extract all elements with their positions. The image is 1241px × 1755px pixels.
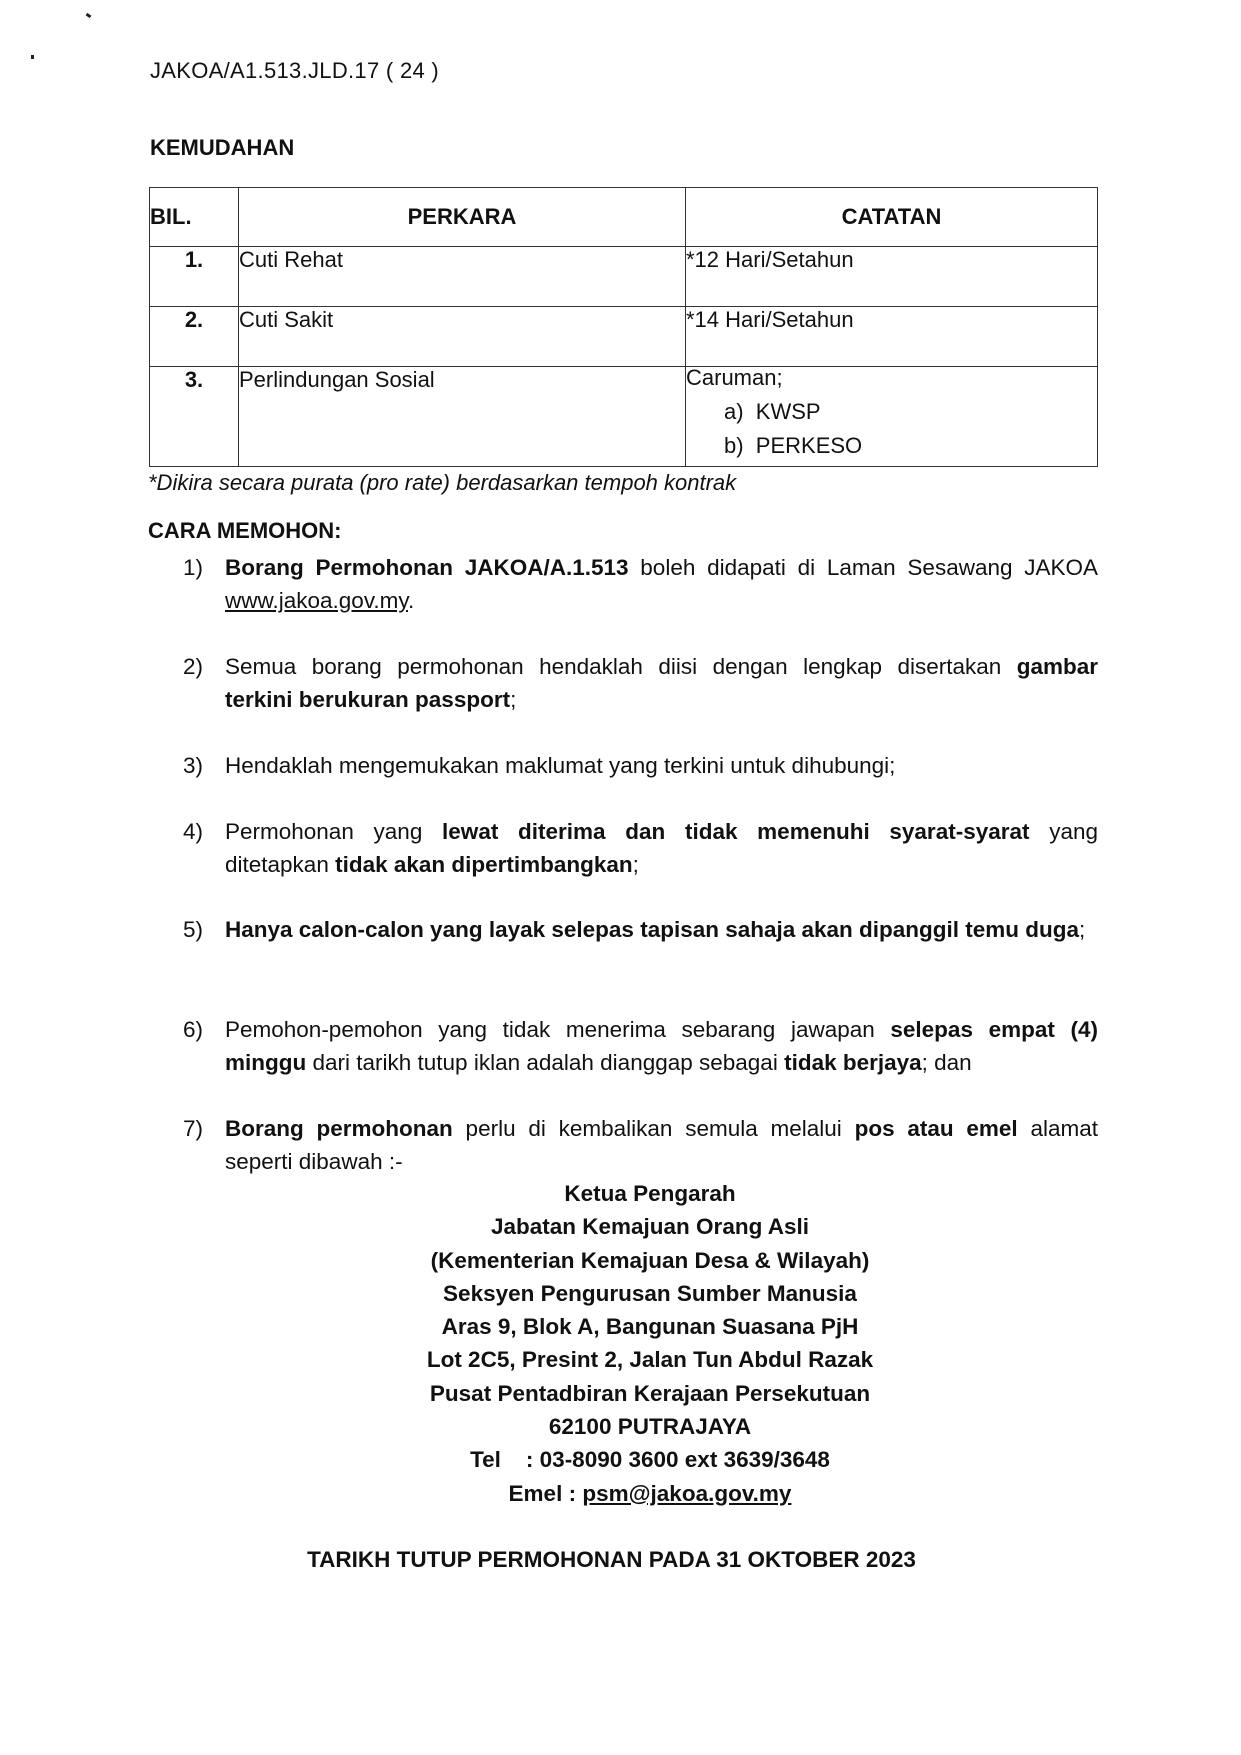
tel-label: Tel: [470, 1447, 501, 1473]
facilities-table: [149, 187, 1098, 467]
item-text-part: ;: [1079, 917, 1086, 942]
item-bold-text: tidak akan dipertimbangkan: [335, 852, 633, 877]
email-line: [300, 1477, 1000, 1510]
list-item: [183, 1013, 1098, 1079]
mailing-address: [300, 1177, 1000, 1510]
address-line: Pusat Pentadbiran Kerajaan Persekutuan: [429, 1380, 871, 1406]
item-text-part: ;: [510, 687, 517, 712]
telephone-line: [300, 1443, 1000, 1476]
address-line: Lot 2C5, Presint 2, Jalan Tun Abdul Razak: [426, 1347, 874, 1373]
item-text-part: Pemohon-pemohon yang tidak menerima sebarang jawapan: [225, 1017, 891, 1042]
table-row: [150, 307, 1098, 367]
scan-speck: [86, 13, 92, 18]
item-text-part: dari tarikh tutup iklan adalah dianggap sebagai: [306, 1050, 785, 1075]
row-perkara: Cuti Sakit: [239, 307, 686, 367]
item-text-part: yang ditetapkan: [225, 819, 1098, 877]
address-line: Aras 9, Blok A, Bangunan Suasana PjH: [441, 1314, 859, 1340]
scan-speck: [31, 55, 34, 59]
address-line: (Kementerian Kemajuan Desa & Wilayah): [430, 1247, 870, 1273]
item-text-part: Semua borang permohonan hendaklah diisi dengan lengkap disertakan: [225, 654, 1017, 679]
table-header-row: [150, 188, 1098, 247]
item-text: [225, 1112, 1098, 1178]
header-perkara: PERKARA: [239, 188, 686, 247]
address-line: 62100 PUTRAJAYA: [548, 1414, 752, 1440]
row-catatan-cell: [686, 367, 1098, 467]
list-item: [183, 749, 1098, 782]
item-number: 2): [183, 654, 204, 679]
item-number: 3): [183, 753, 204, 778]
item-number: 7): [183, 1116, 204, 1141]
header-catatan: CATATAN: [686, 188, 1098, 247]
address-line: Jabatan Kemajuan Orang Asli: [490, 1214, 809, 1240]
item-text-part: boleh didapati di Laman Sesawang JAKOA: [628, 555, 1098, 580]
header-bil: BIL.: [150, 188, 239, 247]
email-label: Emel :: [508, 1480, 577, 1506]
row-bil: 2.: [150, 307, 239, 367]
item-bold-text: tidak berjaya: [784, 1050, 922, 1075]
sub-item-perkeso: b) PERKESO: [724, 433, 863, 458]
item-text-part: .: [407, 588, 415, 613]
row-perkara: Cuti Rehat: [239, 247, 686, 307]
item-text: [225, 1013, 1098, 1079]
item-number: 1): [183, 555, 204, 580]
item-text-part: ; dan: [921, 1050, 972, 1075]
table-row: [150, 247, 1098, 307]
item-text: [225, 551, 1098, 617]
list-item: [183, 913, 1098, 946]
reference-number: JAKOA/A1.513.JLD.17 ( 24 ): [150, 58, 440, 83]
item-text-part: perlu di kembalikan semula melalui: [452, 1116, 855, 1141]
sub-item-kwsp: a) KWSP: [724, 399, 821, 424]
row-catatan: Caruman;: [686, 365, 783, 390]
website-link[interactable]: www.jakoa.gov.my: [225, 588, 408, 613]
footnote: *Dikira secara purata (pro rate) berdasarkan tempoh kontrak: [148, 470, 737, 495]
item-bold-text: Borang Permohonan JAKOA/A.1.513: [225, 555, 629, 580]
item-number: 6): [183, 1017, 204, 1042]
item-bold-text: lewat diterima dan tidak memenuhi syarat-syarat: [442, 819, 1030, 844]
item-text-part: alamat seperti dibawah :-: [225, 1116, 1098, 1174]
tel-value: : 03-8090 3600 ext 3639/3648: [525, 1447, 830, 1473]
row-bil: 1.: [150, 247, 239, 307]
item-text: [225, 650, 1098, 716]
list-item: [183, 650, 1098, 716]
item-bold-text: pos atau emel: [854, 1116, 1018, 1141]
item-text: [225, 749, 1098, 782]
application-title: CARA MEMOHON:: [148, 518, 342, 543]
item-bold-text: Hanya calon-calon yang layak selepas tapisan sahaja akan dipanggil temu duga: [225, 917, 1080, 942]
item-bold-text: Borang permohonan: [225, 1116, 453, 1141]
row-bil: 3.: [150, 367, 239, 467]
item-text: [225, 913, 1098, 946]
row-catatan: *12 Hari/Setahun: [686, 247, 1098, 307]
item-text-part: Hendaklah mengemukakan maklumat yang terkini untuk dihubungi;: [225, 753, 896, 778]
item-bold-text: gambar terkini berukuran passport: [225, 654, 1098, 712]
closing-date-text: TARIKH TUTUP PERMOHONAN PADA 31 OKTOBER 2023: [307, 1547, 916, 1572]
table-row: [150, 367, 1098, 467]
section-title-kemudahan: KEMUDAHAN: [150, 135, 295, 160]
email-link[interactable]: psm@jakoa.gov.my: [582, 1480, 792, 1506]
closing-date-notice: [0, 1547, 1241, 1573]
address-line: Ketua Pengarah: [564, 1181, 736, 1206]
item-text-part: ;: [632, 852, 639, 877]
list-item: [183, 551, 1098, 617]
list-item: [183, 1112, 1098, 1178]
item-text: [225, 815, 1098, 881]
item-number: 5): [183, 917, 204, 942]
address-line: Seksyen Pengurusan Sumber Manusia: [443, 1280, 857, 1306]
row-catatan: *14 Hari/Setahun: [686, 307, 1098, 367]
row-perkara: Perlindungan Sosial: [239, 367, 686, 467]
item-bold-text: selepas empat (4) minggu: [225, 1017, 1098, 1075]
item-number: 4): [183, 819, 204, 844]
list-item: [183, 815, 1098, 881]
item-text-part: Permohonan yang: [225, 819, 443, 844]
